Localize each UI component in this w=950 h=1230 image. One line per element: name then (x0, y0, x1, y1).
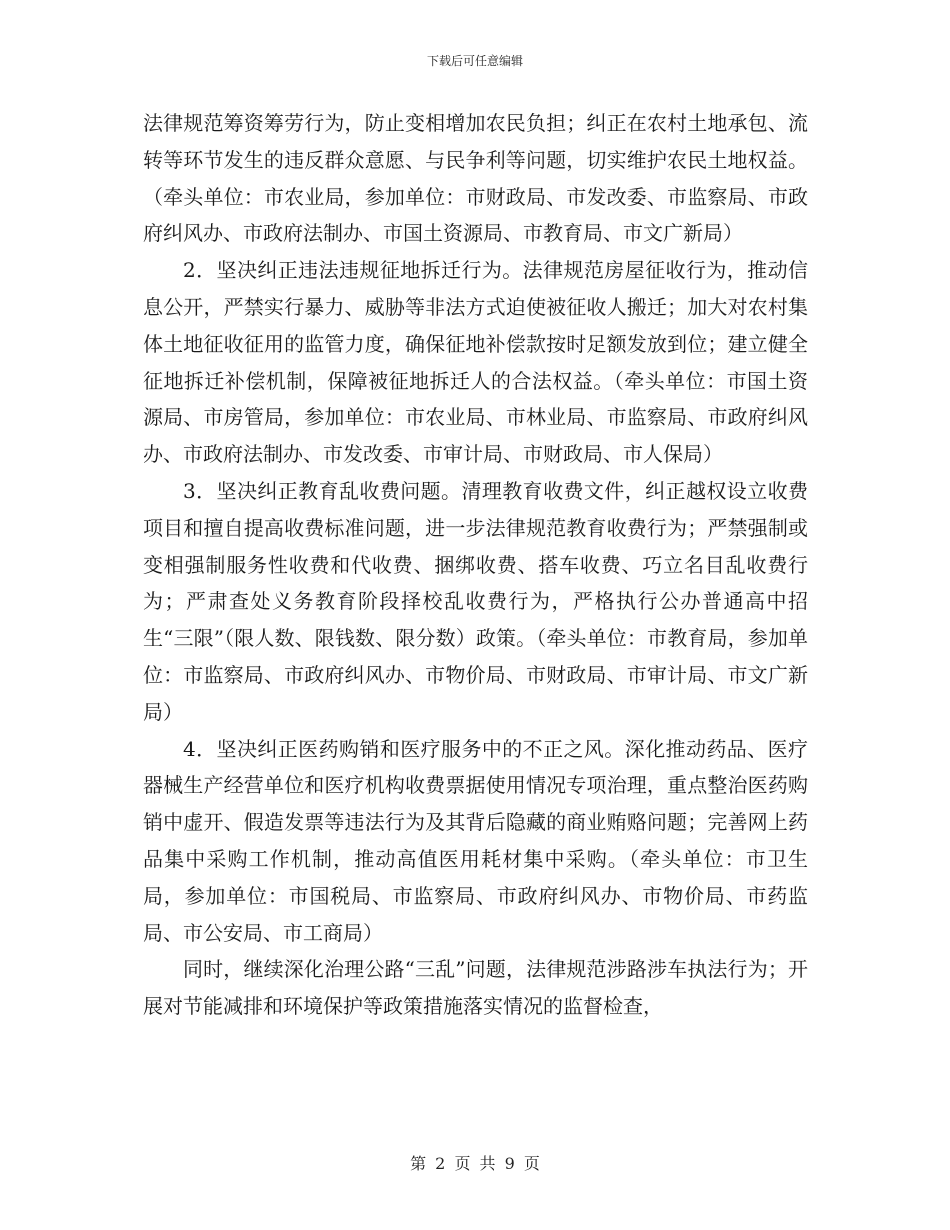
page-header-note: 下载后可任意编辑 (426, 54, 523, 68)
paragraph-5: 同时，继续深化治理公路“三乱”问题，法律规范涉路涉车执法行为；开展对节能减排和环境保护等政策措施落实情况的监督检查， (143, 957, 808, 1019)
page-number-footer: 第 2 页 共 9 页 (410, 1154, 540, 1173)
paragraph-3: 3．坚决纠正教育乱收费问题。清理教育收费文件，纠正越权设立收费项目和擅自提高收费标准问题，进一步法律规范教育收费行为；严禁强制或变相强制服务性收费和代收费、捆绑收费、搭车收费、巧立名目乱收费行为；严肃查处义务教育阶段择校乱收费行为，严格执行公办普通高中招生“三限”（限人数、限钱数、限分数）政策。（牵头单位：市教育局，参加单位：市监察局、市政府纠风办、市物价局、市财政局、市审计局、市文广新局） (143, 478, 808, 724)
paragraph-2: 2．坚决纠正违法违规征地拆迁行为。法律规范房屋征收行为，推动信息公开，严禁实行暴力、威胁等非法方式迫使被征收人搬迁；加大对农村集体土地征收征用的监管力度，确保征地补偿款按时足额发放到位；建立健全征地拆迁补偿机制，保障被征地拆迁人的合法权益。（牵头单位：市国土资源局、市房管局，参加单位：市农业局、市林业局、市监察局、市政府纠风办、市政府法制办、市发改委、市审计局、市财政局、市人保局） (143, 258, 808, 467)
paragraph-1: 法律规范筹资筹劳行为，防止变相增加农民负担；纠正在农村土地承包、流转等环节发生的违反群众意愿、与民争利等问题，切实维护农民土地权益。（牵头单位：市农业局，参加单位：市财政局、市发改委、市监察局、市政府纠风办、市政府法制办、市国土资源局、市教育局、市文广新局） (143, 111, 808, 246)
document-body (143, 105, 808, 1025)
paragraph-4: 4．坚决纠正医药购销和医疗服务中的不正之风。深化推动药品、医疗器械生产经营单位和医疗机构收费票据使用情况专项治理，重点整治医药购销中虚开、假造发票等违法行为及其背后隐藏的商业贿赂问题；完善网上药品集中采购工作机制，推动高值医用耗材集中采购。（牵头单位：市卫生局，参加单位：市国税局、市监察局、市政府纠风办、市物价局、市药监局、市公安局、市工商局） (143, 736, 808, 945)
